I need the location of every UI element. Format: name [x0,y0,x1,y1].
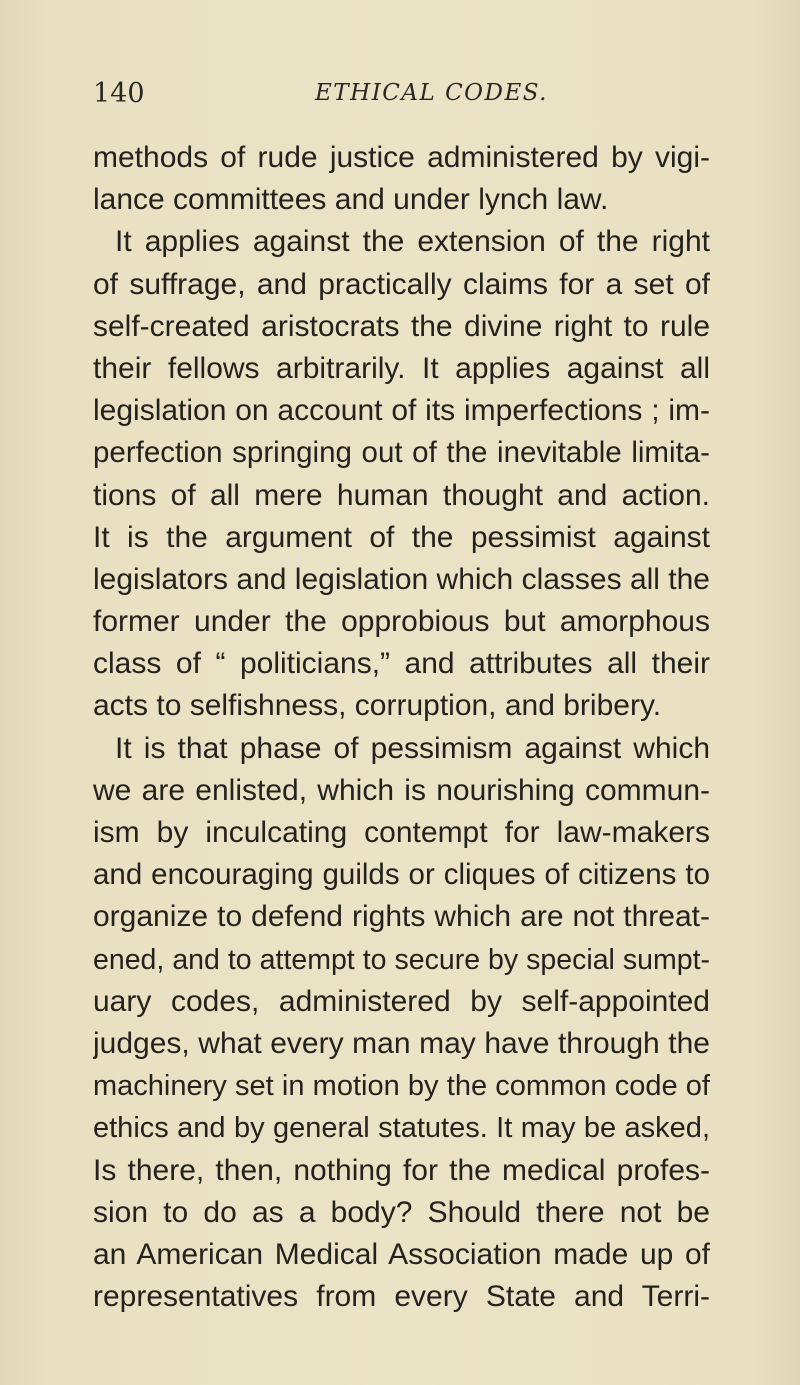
text-line: ened, and to attempt to secure by special sumpt- [93,943,710,976]
text-line: perfection springing out of the inevitable limita- [93,436,710,470]
text-line: former under the opprobious but amorphous [93,605,710,639]
text-line: legislation on account of its imperfections ; im- [93,394,710,428]
text-line: organize to defend rights which are not threat- [93,900,710,934]
text-line: Is there, then, nothing for the medical profes- [93,1153,710,1187]
text-line: methods of rude justice administered by vigi- [93,141,710,174]
text-line: legislators and legislation which classes all the [93,562,710,596]
text-line: tions of all mere human thought and action. [93,478,710,512]
text-line: representatives from every State and Terri- [93,1280,710,1314]
text-line: judges, what every man may have through the [93,1026,710,1060]
text-line: lance committees and under lynch law. [93,183,609,217]
text-line: uary codes, administered by self-appointed [93,984,710,1018]
body-text [93,137,710,1318]
text-line: It is the argument of the pessimist against [93,520,710,554]
text-line: class of “ politicians,” and attributes all their [93,647,710,681]
running-title: ETHICAL CODES. [315,80,548,106]
text-line: we are enlisted, which is nourishing commun- [93,773,710,807]
text-line: an American Medical Association made up of [93,1237,710,1271]
text-line: sion to do as a body? Should there not be [93,1195,710,1229]
text-line: of suffrage, and practically claims for a set of [93,267,710,301]
text-line: their fellows arbitrarily. It applies against all [93,351,710,385]
page-header [93,78,713,118]
page-number: 140 [93,78,145,109]
text-line: It is that phase of pessimism against which [115,731,710,765]
text-line: self-created aristocrats the divine right to rule [93,309,710,343]
text-line: ethics and by general statutes. It may be asked, [93,1112,710,1145]
text-line: ism by inculcating contempt for law-makers [93,816,710,849]
text-line: acts to selfishness, corruption, and bribery. [93,689,662,723]
text-line: It applies against the extension of the right [115,225,710,259]
text-line: machinery set in motion by the common code of [93,1070,710,1103]
text-line: and encouraging guilds or cliques of citizens to [93,858,710,892]
